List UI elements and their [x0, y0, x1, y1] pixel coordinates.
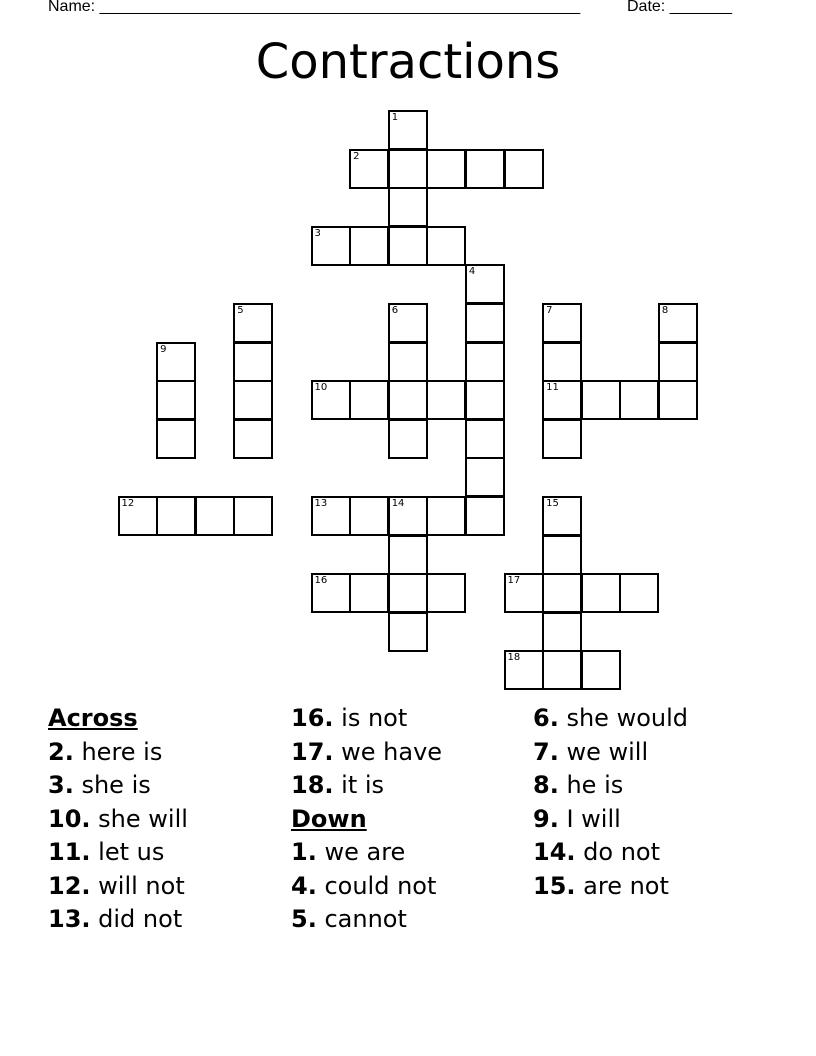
crossword-cell[interactable] [465, 457, 505, 497]
crossword-cell[interactable] [156, 380, 196, 420]
crossword-cell[interactable] [542, 496, 582, 536]
across-heading: Across [48, 704, 138, 732]
across-clue: 12. will not [48, 871, 185, 900]
crossword-cell[interactable] [426, 573, 466, 613]
crossword-cell[interactable] [619, 380, 659, 420]
across-clue: 16. is not [291, 704, 408, 732]
down-clue: 9. I will [533, 804, 621, 833]
crossword-cell[interactable] [426, 226, 466, 266]
clues-column-1 [48, 702, 188, 937]
clue-number: 18 [507, 652, 521, 664]
clue-number: 9 [160, 343, 167, 355]
across-clue: 2. here is [48, 737, 163, 766]
down-clue: 15. are not [533, 871, 669, 900]
crossword-cell[interactable] [542, 303, 582, 343]
across-clue: 13. did not [48, 905, 183, 933]
crossword-cell[interactable] [504, 573, 544, 613]
clue-number: 15 [546, 498, 559, 509]
clue-number: 3 [314, 227, 321, 239]
crossword-cell[interactable] [233, 342, 273, 382]
clue-number: 6 [391, 305, 399, 316]
crossword-cell[interactable] [542, 342, 582, 382]
crossword-cell[interactable] [349, 573, 389, 613]
name-field: Name: ______________________________________________________ [48, 0, 581, 15]
crossword-cell[interactable] [426, 496, 466, 536]
crossword-cell[interactable] [388, 149, 428, 189]
crossword-cell[interactable] [465, 342, 505, 382]
crossword-cell[interactable] [388, 380, 428, 420]
clue-number: 12 [121, 498, 135, 509]
crossword-cell[interactable] [156, 496, 196, 536]
crossword-cell[interactable] [118, 496, 158, 536]
clue-number: 13 [314, 498, 328, 509]
down-clue: 7. we will [533, 737, 649, 766]
crossword-cell[interactable] [233, 303, 273, 343]
crossword-cell[interactable] [542, 573, 582, 613]
crossword-cell[interactable] [465, 303, 505, 343]
crossword-cell[interactable] [388, 535, 428, 575]
crossword-cell[interactable] [311, 573, 351, 613]
clue-number: 5 [237, 305, 244, 316]
across-clue: 11. let us [48, 838, 165, 866]
clue-number: 1 [391, 112, 399, 123]
crossword-cell[interactable] [542, 612, 582, 652]
clue-number: 14 [391, 498, 405, 509]
clue-number: 4 [468, 266, 476, 278]
crossword-cell[interactable] [156, 419, 196, 459]
down-clue: 8. he is [533, 771, 624, 799]
crossword-cell[interactable] [156, 342, 196, 382]
crossword-cell[interactable] [388, 303, 428, 343]
crossword-cell[interactable] [465, 496, 505, 536]
clue-number: 17 [507, 575, 521, 587]
crossword-cell[interactable] [581, 650, 621, 690]
date-field: Date: _______ [627, 0, 732, 15]
clue-number: 10 [314, 382, 328, 394]
down-clue: 14. do not [533, 838, 661, 866]
crossword-cell[interactable] [195, 496, 235, 536]
crossword-cell[interactable] [658, 342, 698, 382]
clues-column-2 [291, 702, 442, 937]
clue-number: 16 [314, 575, 328, 587]
across-clue: 10. she will [48, 804, 188, 833]
crossword-cell[interactable] [426, 380, 466, 420]
crossword-cell[interactable] [426, 149, 466, 189]
crossword-cell[interactable] [388, 496, 428, 536]
crossword-cell[interactable] [311, 496, 351, 536]
crossword-cell[interactable] [465, 380, 505, 420]
crossword-cell[interactable] [388, 342, 428, 382]
crossword-cell[interactable] [233, 419, 273, 459]
crossword-cell[interactable] [349, 380, 389, 420]
crossword-cell[interactable] [542, 380, 582, 420]
crossword-cell[interactable] [504, 149, 544, 189]
crossword-cell[interactable] [388, 187, 428, 227]
crossword-cell[interactable] [349, 149, 389, 189]
across-clue: 18. it is [291, 771, 385, 799]
crossword-cell[interactable] [542, 419, 582, 459]
crossword-cell[interactable] [233, 380, 273, 420]
crossword-cell[interactable] [465, 149, 505, 189]
crossword-cell[interactable] [581, 573, 621, 613]
crossword-cell[interactable] [542, 535, 582, 575]
crossword-cell[interactable] [619, 573, 659, 613]
crossword-cell[interactable] [465, 419, 505, 459]
crossword-cell[interactable] [388, 419, 428, 459]
crossword-cell[interactable] [349, 226, 389, 266]
down-clue: 4. could not [291, 871, 437, 900]
crossword-cell[interactable] [311, 380, 351, 420]
across-clue: 3. she is [48, 771, 151, 799]
crossword-cell[interactable] [233, 496, 273, 536]
crossword-cell[interactable] [311, 226, 351, 266]
crossword-cell[interactable] [349, 496, 389, 536]
clue-number: 11 [546, 382, 559, 394]
down-clue: 6. she would [533, 704, 689, 732]
crossword-cell[interactable] [388, 612, 428, 652]
down-clue: 1. we are [291, 838, 406, 866]
crossword-cell[interactable] [388, 573, 428, 613]
crossword-cell[interactable] [658, 380, 698, 420]
down-heading: Down [291, 804, 367, 833]
clue-number: 2 [353, 150, 360, 162]
crossword-cell[interactable] [388, 110, 428, 150]
clue-number: 8 [661, 305, 669, 316]
page-title: Contractions [255, 34, 561, 90]
crossword-cell[interactable] [581, 380, 621, 420]
across-clue: 17. we have [291, 737, 443, 766]
crossword-cell[interactable] [388, 226, 428, 266]
crossword-cell[interactable] [504, 650, 544, 690]
crossword-cell[interactable] [542, 650, 582, 690]
down-clue: 5. cannot [291, 905, 407, 933]
clue-number: 7 [546, 305, 553, 316]
crossword-cell[interactable] [658, 303, 698, 343]
clues-column-3 [533, 702, 688, 903]
crossword-cell[interactable] [465, 264, 505, 304]
